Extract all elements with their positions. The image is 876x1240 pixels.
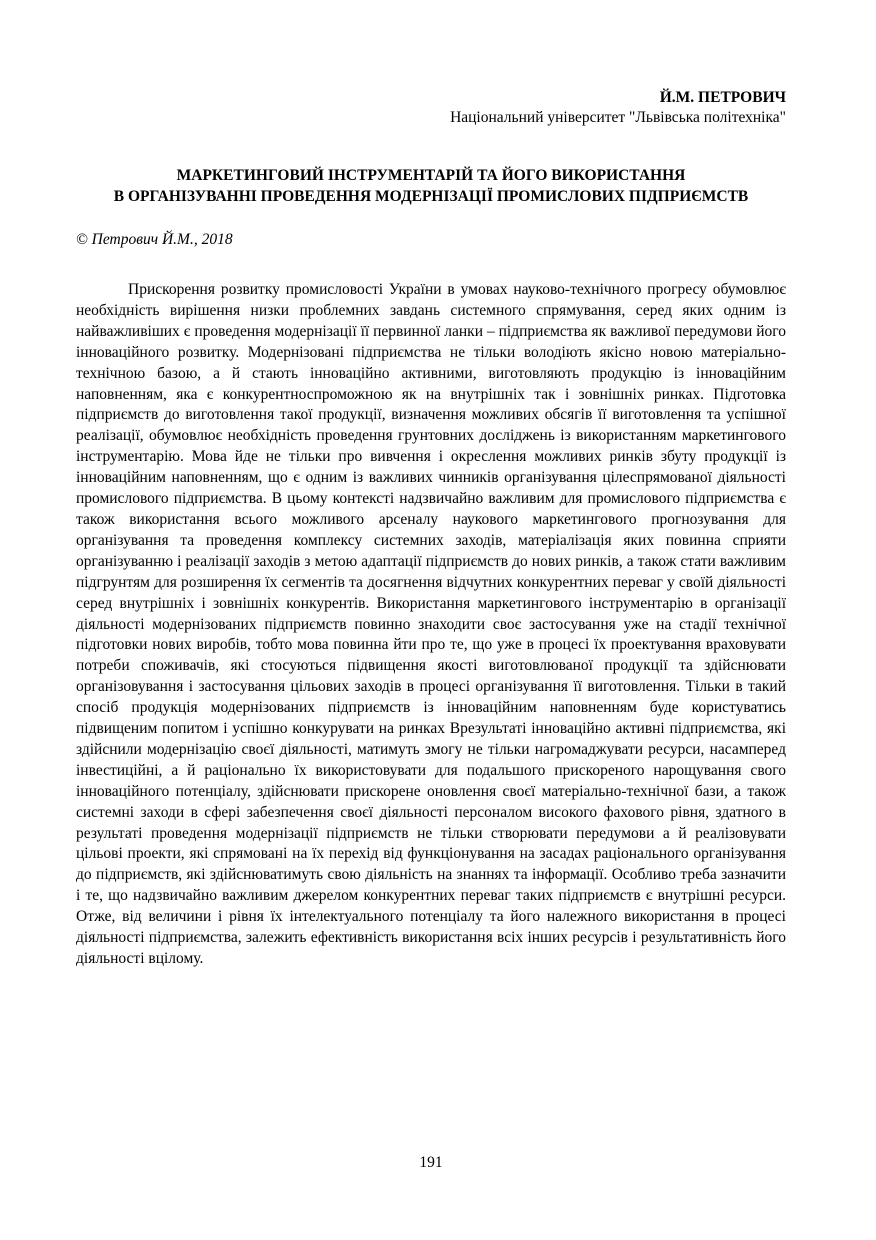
paper-title-line-1: МАРКЕТИНГОВИЙ ІНСТРУМЕНТАРІЙ ТА ЙОГО ВИКОРИСТАННЯ <box>176 167 686 184</box>
author-name: Й.М. ПЕТРОВИЧ <box>659 89 786 106</box>
body-paragraph: Прискорення розвитку промисловості України в умовах науково-технічного прогресу обумовлює необхідність вирішення низки проблемних завдань системного спрямування, серед яких одним із найважливіших є проведення модернізації її первинної ланки – підприємства як важливої передумови його інноваційного розвитку. Модернізовані підприємства не тільки володіють якісно новою матеріально-технічною базою, а й стають інноваційно активними, виготовляють продукцію із інноваційним наповненням, яка є конкурентноспроможною як на внутрішніх так і зовнішніх ринках. Підготовка підприємств до виготовлення такої продукції, визначення можливих обсягів її виготовлення та успішної реалізації, обумовлює необхідність проведення грунтовних досліджень із використанням маркетингового інструментарію. Мова йде не тільки про вивчення і окреслення можливих ринків збуту продукції із інноваційним наповненням, що є одним із важливих чинників організування цілеспрямованої діяльності промислового підприємства. В цьому контексті надзвичайно важливим для промислового підприємства є також використання всього можливого арсеналу наукового маркетингового прогнозування для організування та проведення комплексу системних заходів, матеріалізація яких повинна сприяти організуванню і реалізації заходів з метою адаптації підприємств до нових ринків, а також стати важливим підгрунтям для розширення їх сегментів та досягнення відчутних конкурентних переваг у своїй діяльності серед внутрішніх і зовнішніх конкурентів. Використання маркетингового інструментарію в організації діяльності модернізованих підприємств повинно знаходити своє застосування уже на стадії технічної підготовки нових виробів, тобто мова повинна йти про те, що уже в процесі їх проектування враховувати потреби споживачів, які стосуються підвищення якості виготовлюваної продукції та здійснювати організовування і застосування цільових заходів в процесі організування її виготовлення. Тільки в такий спосіб продукція модернізованих підприємств із інноваційним наповненням буде користуватись підвищеним попитом і успішно конкурувати на ринках Врезультаті інноваційно активні підприємства, які здійснили модернізацію своєї діяльності, матимуть змогу не тільки нагромаджувати ресурси, насамперед інвестиційні, а й раціонально їх використовувати для подальшого прискореного нарощування свого інноваційного потенціалу, здійснювати прискорене оновлення своєї матеріально-технічної бази, а також системні заходи в сфері забезпечення своєї діяльності персоналом високого фахового рівня, здатного в результаті проведення модернізації підприємств не тільки створювати передумови а й реалізовувати цільові проекти, які спрямовані на їх перехід від функціонування на засадах раціонального організування до підприємств, які здійснюватимуть свою діяльність на знаннях та інформації. Особливо треба зазначити і те, що надзвичайно важливим джерелом конкурентних переваг таких підприємств є внутрішні ресурси. Отже, від величини і рівня їх інтелектуального потенціалу та його належного використання в процесі діяльності підприємства, залежить ефективність використання всіх інших ресурсів і результативність його діяльності вцілому. <box>76 281 786 967</box>
copyright-notice: © Петрович Й.М., 2018 <box>76 231 233 248</box>
author-affiliation: Національний університет "Львівська політехніка" <box>450 109 786 126</box>
author-block <box>450 88 786 128</box>
paper-title-line-2: В ОРГАНІЗУВАННІ ПРОВЕДЕННЯ МОДЕРНІЗАЦІЇ ПРОМИСЛОВИХ ПІДПРИЄМСТВ <box>113 188 749 205</box>
document-page <box>76 0 786 1240</box>
page-number: 191 <box>419 1154 443 1171</box>
paper-title <box>76 165 786 207</box>
